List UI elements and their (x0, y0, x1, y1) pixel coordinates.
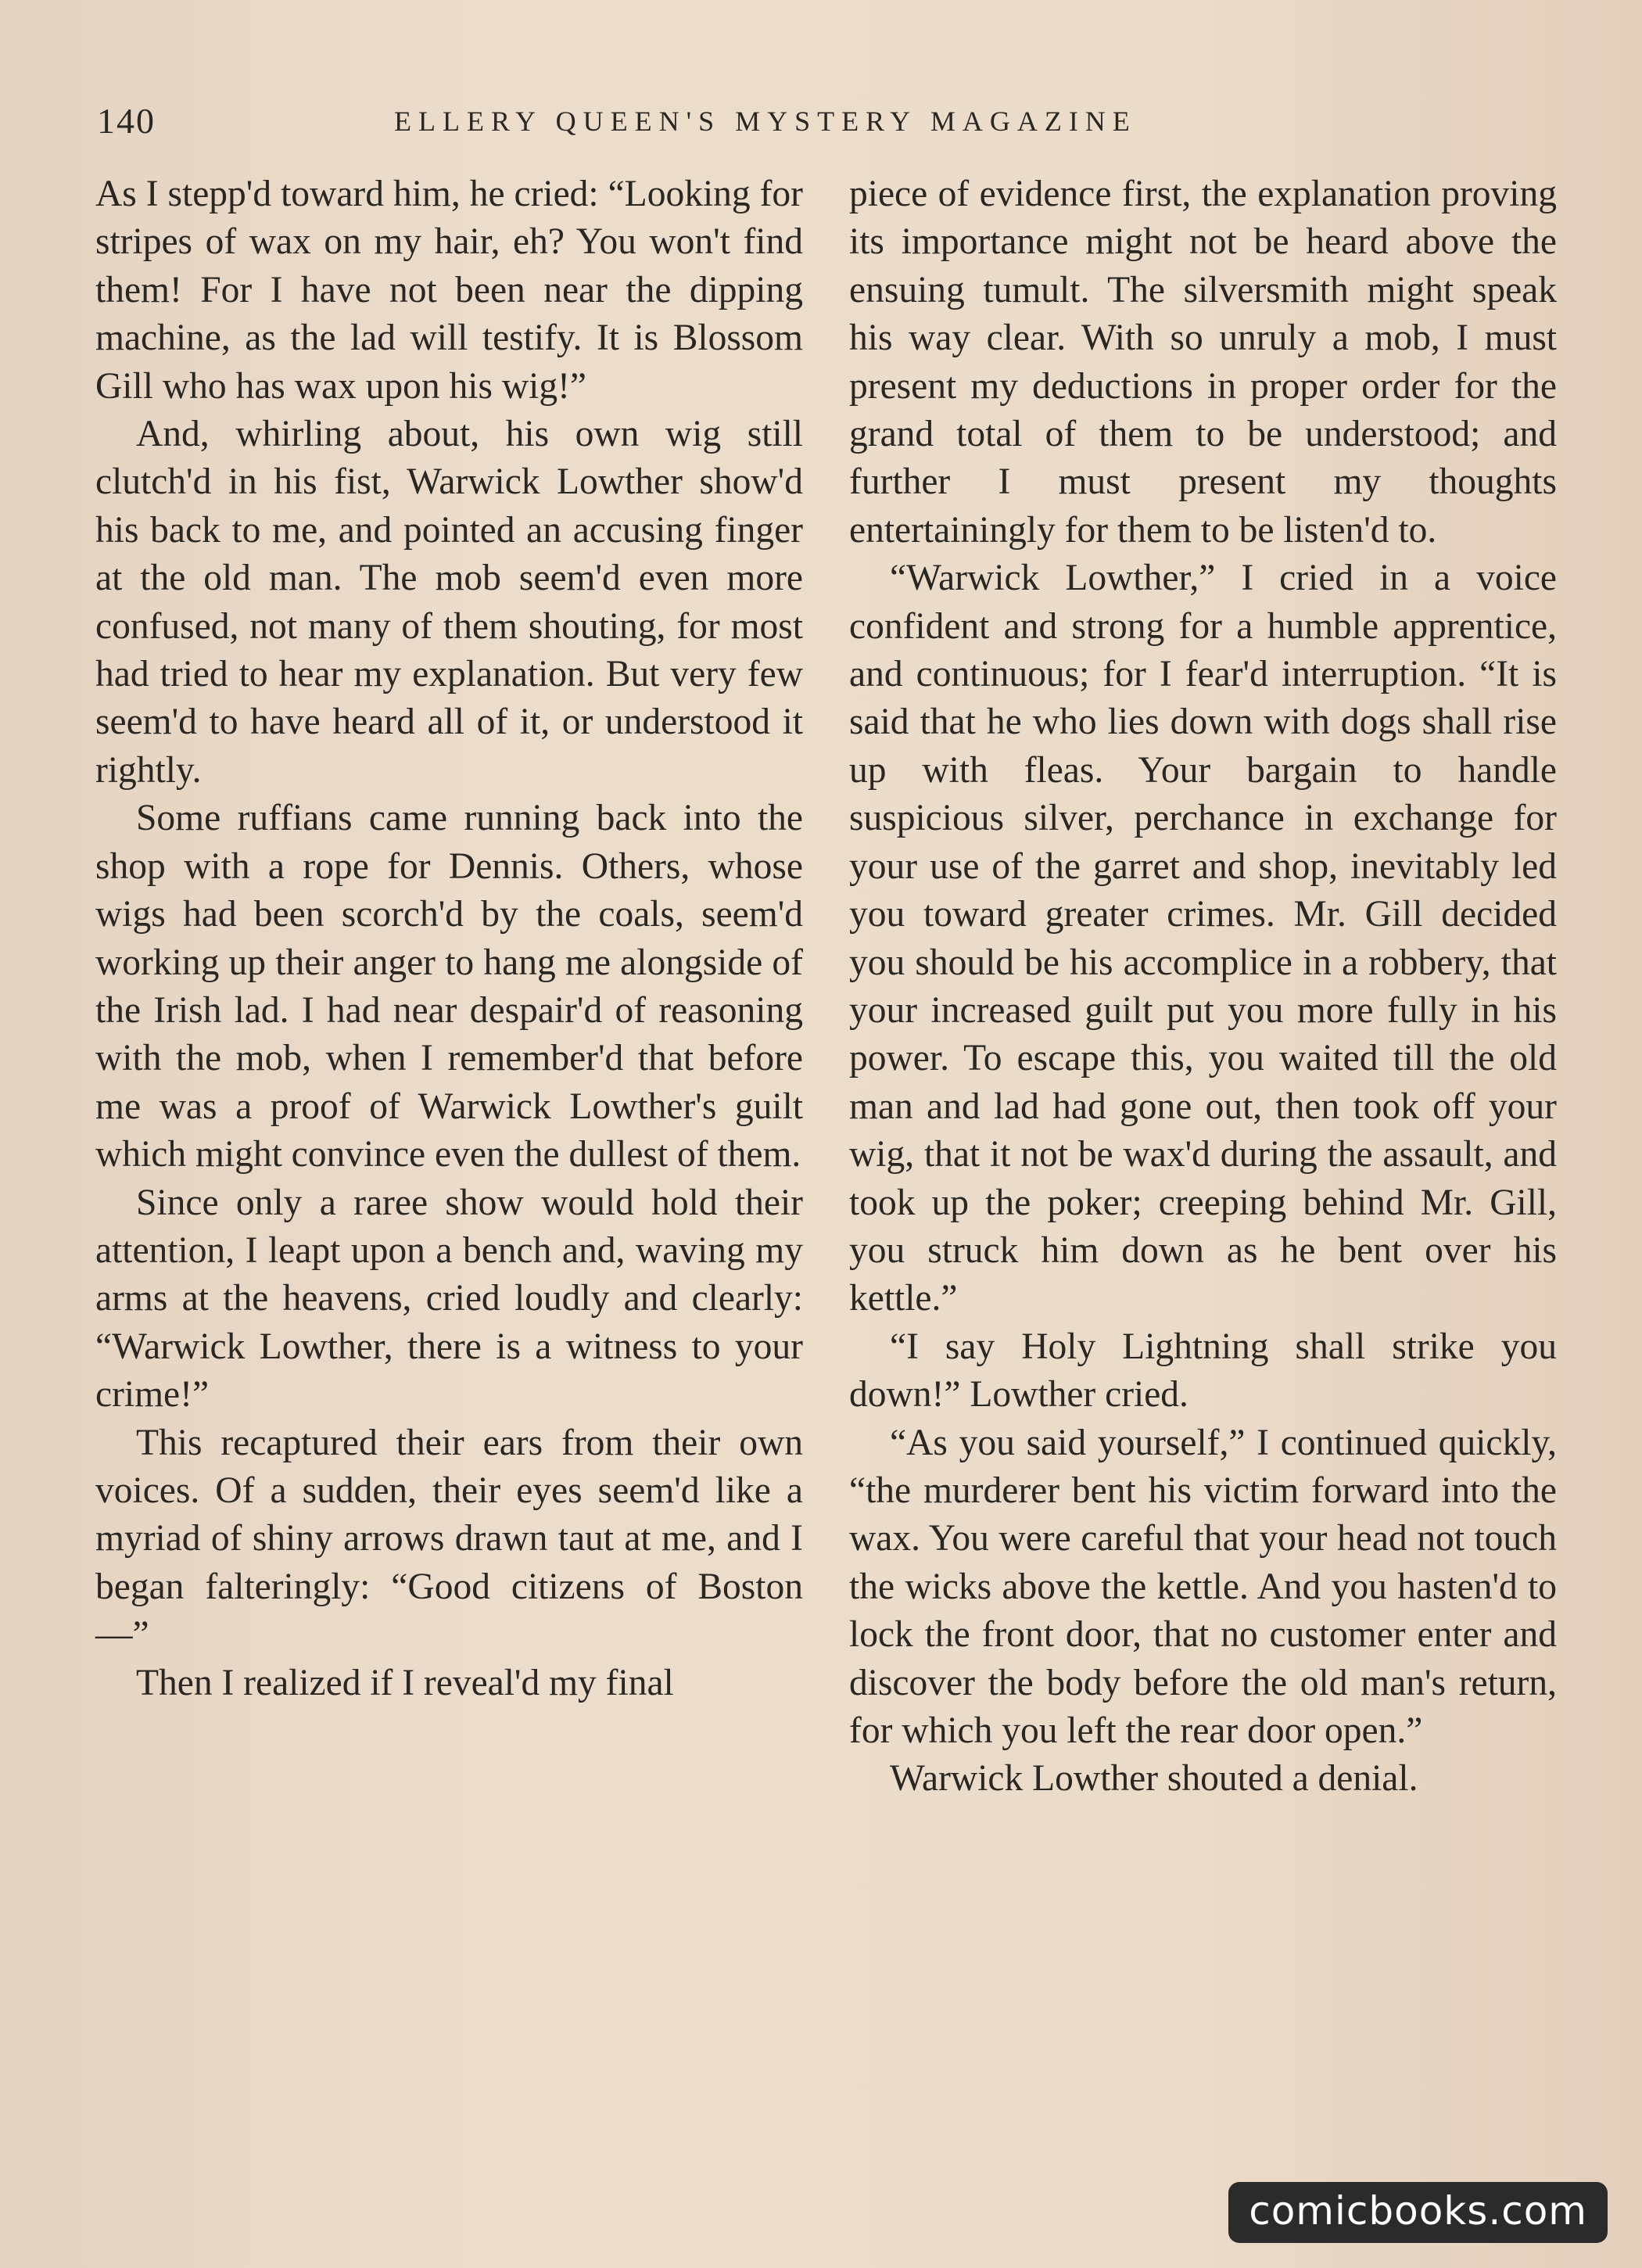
running-title: ELLERY QUEEN'S MYSTERY MAGAZINE (394, 106, 1137, 137)
paragraph: This recaptured their ears from their own voices. Of a sudden, their eyes seem'd like a myriad of shiny arrows drawn taut at me, and I began falteringly: “Good citizens of Boston —” (95, 1422, 803, 1656)
paragraph: “Warwick Lowther,” I cried in a voice confident and strong for a humble apprentice, and continuous; for I fear'd interruption. “It is said that he who lies down with dogs shall rise up with fleas. Your bargain to handle suspicious silver, perchance in exchange for your use of the garret and shop, inevitably led you toward greater crimes. Mr. Gill decided you should be his accomplice in a robbery, that your increased guilt put you more fully in his power. To escape this, you waited till the old man and lad had gone out, then took off your wig, that it not be wax'd during the assault, and took up the poker; creeping behind Mr. Gill, you struck him down as he bent over his kettle.” (849, 558, 1557, 1319)
paragraph: “As you said yourself,” I continued quickly, “the murderer bent his victim forward into the wax. You were careful that your head not touch the wicks above the kettle. And you hasten'd to lock the front door, that no customer enter and discover the body before the old man's return, for which you left the rear door open.” (849, 1422, 1557, 1751)
paragraph: Then I realized if I reveal'd my final (136, 1662, 674, 1703)
paragraph: piece of evidence first, the explanation proving its importance might not be heard above the ensuing tumult. The silversmith might speak his way clear. With so unruly a mob, I must present my deductions in proper order for the grand total of them to be understood; and further I must present my thoughts entertainingly for them to be listen'd to. (849, 174, 1557, 551)
page-number: 140 (97, 101, 156, 141)
paragraph: “I say Holy Lightning shall strike you down!” Lowther cried. (849, 1326, 1557, 1416)
paragraph: Since only a raree show would hold their attention, I leapt upon a bench and, waving my arms at the heavens, cried loudly and clearly: “Warwick Lowther, there is a witness to your crime!” (95, 1182, 803, 1416)
right-column (849, 170, 1557, 1803)
page-header (97, 100, 1551, 147)
paragraph: Warwick Lowther shouted a denial. (890, 1758, 1418, 1800)
paragraph: As I stepp'd toward him, he cried: “Looking for stripes of wax on my hair, eh? You won't find them! For I have not been near the dipping machine, as the lad will testify. It is Blossom Gill who has wax upon his wig!” (95, 174, 803, 407)
paragraph: Some ruffians came running back into the shop with a rope for Dennis. Others, whose wigs had been scorch'd by the coals, seem'd working up their anger to hang me alongside of the Irish lad. I had near despair'd of reasoning with the mob, when I remember'd that before me was a proof of Warwick Lowther's guilt which might convince even the dullest of them. (95, 798, 803, 1175)
watermark-badge: comicbooks.com (1228, 2182, 1608, 2243)
left-column (95, 170, 803, 1707)
paragraph: And, whirling about, his own wig still clutch'd in his fist, Warwick Lowther show'd his back to me, and pointed an accusing finger at the old man. The mob seem'd even more confused, not many of them shouting, for most had tried to hear my explanation. But very few seem'd to have heard all of it, or understood it rightly. (95, 414, 803, 791)
